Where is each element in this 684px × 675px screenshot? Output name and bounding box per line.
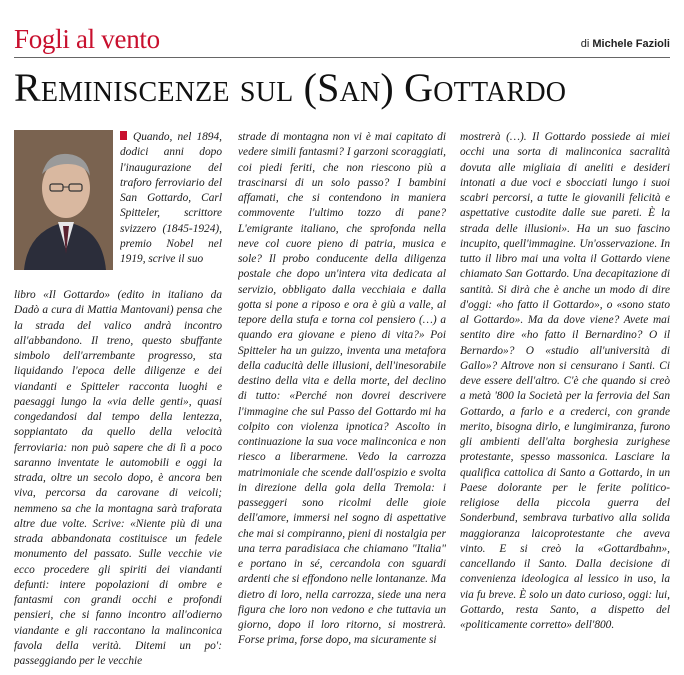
section-rubric: Fogli al vento	[14, 24, 160, 54]
byline	[581, 38, 670, 50]
article-text-2: strade di montagna non vi è mai capitato di vedere simili fantasmi? I garzoni scoraggiati, coi piedi feriti, che non riescono più a trascinarsi di un solo passo? I bambini affamati, che si contendono in maniera commovente l'ultimo tozzo di pane? L'emigrante italiano, che sprofonda nella neve col cuore pieno di patria, musica e sole? Il probo conducente della diligenza postale che dopo un'intera vita dedicata al servizio, obbligato dalla vecchiaia e dalla gotta si pone a riposo e ora è giù a valle, al tepore della stufa e torna col pensiero (…) a quando era giovane e pieno di vita?» Poi Spitteler ha un guizzo, inventa una metafora della caducità delle illusioni, dell'inesorabile destino della vita e della morte, del declino di tutto: «Perché non dovrei descrivere l'immagine che sul Passo del Gottardo mi ha colpito con violenza ipnotica? Ascolto in continuazione la sua voce malinconica e non riesco a liberarmene. Vedo la carrozza matrimoniale che scende dall'ospizio e svolta in direzione della gola della Tremola: i passeggeri sono ricolmi delle gioie dell'amore, immersi nel sogno di aspettative che mai si compiranno, pieni di nostalgia per una terra paradisiaca che chiamano "Italia" e portano in sé, cercandola con sguardi ardenti che si effondono nelle lontananze. Ma dietro di loro, nella carrozza, siede una nera figura che loro non vedono e che tuttavia un giorno, dopo il loro ritorno, si mostrerà. Forse prima, forse dopo, ma sicuramente si	[238, 131, 446, 647]
article-column-1-top	[120, 130, 222, 288]
byline-author: Michele Fazioli	[592, 38, 670, 50]
author-photo	[14, 130, 113, 270]
article-column-3	[460, 130, 670, 670]
article-column-2	[238, 130, 446, 670]
article-headline: Reminiscenze sul (San) Gottardo	[14, 65, 567, 110]
article-text-1a: Quando, nel 1894, dodici anni dopo l'inaugurazione del traforo ferroviario del San Gottardo, Carl Spitteler, scrittore svizzero (1845-1924), premio Nobel nel 1919, scrive il suo	[120, 131, 222, 265]
header-divider	[14, 57, 670, 58]
article-text-1b: libro «Il Gottardo» (edito in italiano da Dadò a cura di Mattia Mantovani) pensa che la strada del valico andrà incontro all'abbandono. Il treno, questo sbuffante simbolo dell'arrembante progresso, sta liquidando l'epoca delle diligenze e dei viandanti e Spitteler racconta luoghi e paesaggi lungo la «via delle genti», quasi congedandosi dal tempo della lentezza, soppiantato da quello della velocità ferroviaria: non può sapere che di lì a poco saranno inventate le automobili e oggi la strada, oltre un secolo dopo, è ancora ben viva, percorsa da carovane di veicoli; nemmeno sa che la montagna sarà traforata altre due volte. Scrive: «Niente più di una strada abbandonata costituisce un fedele monumento del passato. Sulle vecchie vie ecco procedere gli spiriti dei viandanti defunti: intere popolazioni di ombre e fantasmi con grandi occhi e profondi pensieri, che si fanno incontro all'odierno viandante e gli raccontano la malinconica favola della verità. Ditemi un po': passeggiando per le vecchie	[14, 289, 222, 667]
article-column-1-bottom	[14, 288, 222, 668]
paragraph-start-mark	[120, 131, 127, 140]
article-text-3: mostrerà (…). Il Gottardo possiede ai miei occhi una sorta di malinconica sacralità dovuta alle migliaia di aneliti e desideri intonati a due voci e sbocciati lungo i suoi scabri percorsi, a tutte le giovanili felicità e aspettative custodite dalle sue pareti. È la strada delle illusioni». Ha un suo fascino incupito, quell'immagine. Un'osservazione. In tutto il libro mai una volta il Gottardo viene chiamato San Gottardo. Una decapitazione di santità. Si dirà che è anche un modo di dire d'oggi: «ho fatto il Gottardo», o «sono stato al Gottardo». Ma da dove viene? Avete mai sentito dire «ho fatto il Bernardino? O il Bernardo»? O «studio all'università di Gallo»? Altrove non si censurano i Santi. Ci deve essere dell'altro. C'è che quando si creò a metà '800 la Società per la ferrovia del San Gottardo, a farlo e a crederci, con grande merito, bisogna dirlo, e lungimiranza, furono gli ambienti dell'alta borghesia zurighese protestante, spesso massonica. Lasciare la qualifica cattolica di Santo a Gottardo, in un Paese dolorante per le ferite politico-religiose della piccola guerra del Sonderbund, sembrava turbativo alla solida maggioranza laicoprotestante che aveva vinto. E si creò la «Gottardbahn», cancellando il Santo. Dalla decisione di convenienza ideologica al lessico in uso, la via fu breve. È solo un dato curioso, oggi: lui, Gottardo, resta Santo, a dispetto del «politicamente corretto» dell'800.	[460, 131, 670, 631]
byline-prefix: di	[580, 38, 593, 50]
